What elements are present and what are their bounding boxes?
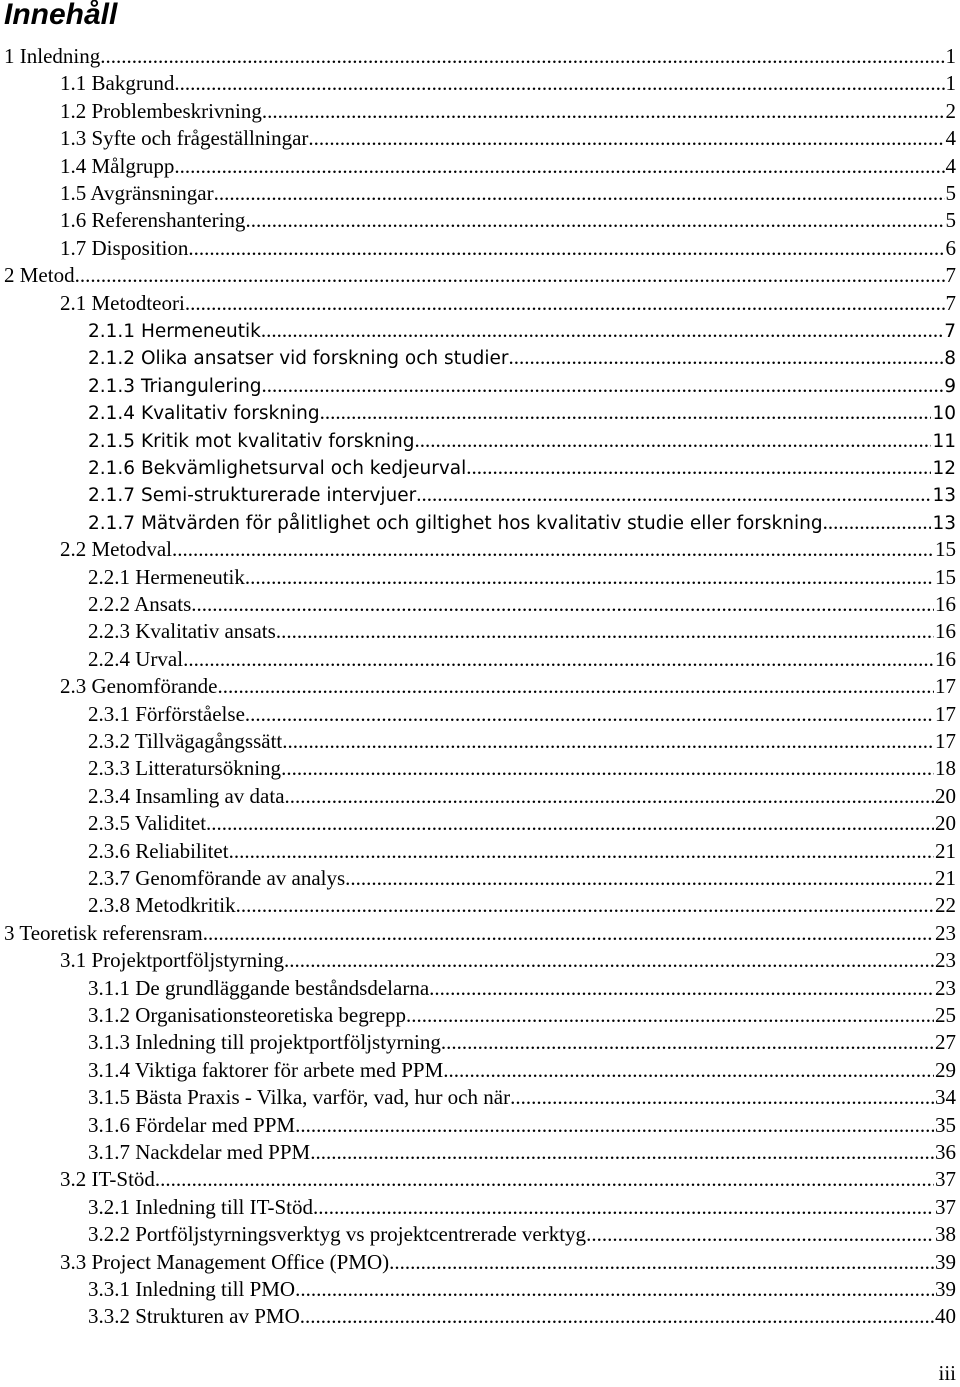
toc-entry-title: 3.3.1 Inledning till PMO: [88, 1277, 296, 1301]
toc-entry[interactable]: [60, 1249, 956, 1276]
toc-entry-page: 20: [935, 783, 956, 808]
toc-entry-title: 3.1.2 Organisationsteoretiska begrepp: [88, 1003, 407, 1027]
toc-entry-page: 23: [935, 948, 956, 973]
toc-entry[interactable]: [88, 344, 956, 371]
toc-entry-page: 4: [945, 126, 956, 151]
toc-entry-page: 13: [932, 512, 956, 534]
toc-entry-page: 27: [935, 1030, 956, 1055]
dot-leader: [100, 43, 944, 70]
dot-leader: [282, 728, 934, 755]
toc-entry[interactable]: [60, 536, 956, 563]
toc-entry[interactable]: [88, 646, 956, 673]
dot-leader: [415, 427, 932, 454]
toc-entry[interactable]: [60, 98, 956, 125]
dot-leader: [262, 372, 944, 399]
toc-entry[interactable]: [88, 783, 956, 810]
dot-leader: [75, 262, 945, 289]
toc-entry-title: 3.1.3 Inledning till projektportföljstyrning: [88, 1030, 441, 1055]
toc-entry[interactable]: [88, 1002, 956, 1029]
toc-entry-page: 12: [932, 458, 956, 479]
toc-entry-page: 36: [935, 1140, 956, 1164]
toc-entry-title: 3.3 Project Management Office (PMO): [60, 1249, 390, 1274]
dot-leader: [466, 454, 931, 481]
dot-leader: [183, 646, 934, 673]
toc-entry-title: 1.7 Disposition: [60, 235, 189, 260]
toc-entry-title: 3.1.4 Viktiga faktorer för arbete med PPM: [88, 1057, 444, 1082]
dot-leader: [155, 1166, 934, 1193]
toc-entry-title: 3.1.5 Bästa Praxis - Vilka, varför, vad, hur och när: [88, 1085, 511, 1110]
toc-entry-page: 25: [935, 1003, 956, 1027]
dot-leader: [276, 618, 934, 645]
dot-leader: [245, 564, 934, 591]
dot-leader: [262, 98, 945, 125]
toc-heading: Innehåll: [4, 0, 118, 31]
dot-leader: [206, 810, 934, 837]
toc-entry[interactable]: [88, 1303, 956, 1330]
toc-entry-page: 23: [935, 920, 956, 945]
toc-entry-title: 2.2 Metodval: [60, 537, 172, 562]
toc-entry-page: 17: [935, 701, 956, 726]
toc-entry-title: 3.1.7 Nackdelar med PPM: [88, 1140, 311, 1164]
dot-leader: [441, 1029, 934, 1056]
toc-entry-title: 2.1.3 Triangulering: [88, 375, 262, 397]
toc-entry-page: 17: [935, 674, 956, 699]
dot-leader: [214, 180, 945, 207]
dot-leader: [389, 1249, 934, 1276]
toc-entry-title: 2.1.2 Olika ansatser vid forskning och studier: [88, 348, 509, 370]
dot-leader: [203, 920, 934, 947]
toc-entry[interactable]: [88, 1057, 956, 1084]
toc-entry[interactable]: [88, 865, 956, 892]
dot-leader: [285, 783, 934, 810]
toc-entry-title: 2 Metod: [4, 263, 75, 288]
toc-entry[interactable]: [88, 1029, 956, 1056]
toc-entry-title: 1.6 Referenshantering: [60, 208, 246, 233]
toc-entry[interactable]: [88, 892, 956, 919]
dot-leader: [308, 125, 944, 152]
toc-entry-title: 3.1.6 Fördelar med PPM: [88, 1112, 296, 1137]
toc-entry-page: 37: [935, 1167, 956, 1192]
toc-entry[interactable]: [60, 673, 956, 700]
toc-entry[interactable]: [88, 755, 956, 782]
dot-leader: [229, 838, 934, 865]
toc-entry[interactable]: [88, 399, 956, 426]
toc-entry-page: 9: [944, 375, 956, 397]
toc-entry[interactable]: [88, 372, 956, 399]
toc-entry-page: 4: [945, 153, 956, 178]
toc-entry-title: 2.3.5 Validitet: [88, 811, 207, 836]
dot-leader: [191, 591, 934, 618]
toc-entry[interactable]: [60, 180, 956, 207]
toc-entry-page: 39: [935, 1249, 956, 1274]
toc-entry[interactable]: [60, 207, 956, 234]
dot-leader: [245, 207, 944, 234]
toc-entry-title: 1 Inledning: [4, 44, 101, 68]
toc-entry[interactable]: [4, 262, 956, 289]
toc-entry-title: 2.3.7 Genomförande av analys: [88, 866, 346, 890]
toc-entry-title: 2.1.7 Mätvärden för pålitlighet och giltighet hos kvalitativ studie eller forskning: [88, 512, 823, 534]
toc-entry-page: 16: [935, 646, 956, 671]
dot-leader: [185, 290, 945, 317]
toc-entry-page: 16: [935, 619, 956, 644]
toc-entry[interactable]: [88, 1139, 956, 1166]
toc-entry[interactable]: [88, 591, 956, 618]
toc-entry-page: 34: [935, 1085, 956, 1110]
toc-entry-title: 2.1.1 Hermeneutik: [88, 321, 261, 342]
dot-leader: [261, 317, 943, 344]
dot-leader: [295, 1276, 934, 1303]
dot-leader: [313, 1194, 934, 1221]
dot-leader: [245, 701, 934, 728]
dot-leader: [509, 344, 944, 371]
page-number: iii: [938, 1361, 956, 1385]
toc-entry[interactable]: [88, 1194, 956, 1221]
toc-entry-title: 2.2.3 Kvalitativ ansats: [88, 619, 276, 644]
toc-entry-title: 2.3.8 Metodkritik: [88, 893, 236, 918]
toc-entry[interactable]: [88, 509, 956, 536]
dot-leader: [510, 1084, 934, 1111]
toc-entry-title: 2.1.4 Kvalitativ forskning: [88, 403, 320, 425]
toc-entry-page: 35: [935, 1112, 956, 1137]
toc-entry[interactable]: [88, 1084, 956, 1111]
toc-entry-page: 5: [945, 208, 956, 233]
toc-entry-page: 7: [945, 263, 956, 288]
dot-leader: [300, 1303, 934, 1330]
toc-entry-page: 40: [935, 1304, 956, 1329]
toc-entry[interactable]: [88, 618, 956, 645]
toc-entry[interactable]: [88, 317, 956, 344]
toc-entry-page: 1: [945, 44, 956, 68]
dot-leader: [345, 865, 934, 892]
dot-leader: [281, 755, 934, 782]
toc-entry-page: 11: [932, 430, 956, 452]
toc-entry-page: 17: [935, 729, 956, 753]
toc-entry-title: 2.3 Genomförande: [60, 674, 218, 699]
toc-entry-page: 5: [945, 181, 956, 205]
toc-entry-title: 2.2.1 Hermeneutik: [88, 564, 245, 589]
toc-entry[interactable]: [4, 920, 956, 947]
toc-entry[interactable]: [88, 481, 956, 508]
toc-entry-title: 2.1 Metodteori: [60, 290, 185, 315]
toc-entry[interactable]: [60, 235, 956, 262]
toc-entry-page: 37: [935, 1194, 956, 1219]
toc-entry-page: 38: [935, 1222, 956, 1247]
dot-leader: [320, 399, 932, 426]
toc-entry[interactable]: [88, 810, 956, 837]
toc-entry[interactable]: [88, 1276, 956, 1303]
dot-leader: [429, 975, 934, 1002]
dot-leader: [174, 70, 944, 97]
toc-entry[interactable]: [88, 1221, 956, 1248]
toc-entry-page: 10: [932, 403, 956, 425]
toc-entry-page: 16: [935, 592, 956, 616]
toc-entry-title: 2.1.6 Bekvämlighetsurval och kedjeurval: [88, 458, 467, 479]
toc-entry[interactable]: [88, 701, 956, 728]
dot-leader: [823, 509, 932, 536]
toc-entry-title: 3.1.1 De grundläggande beståndsdelarna: [88, 975, 430, 1000]
toc-entry-title: 3.2.1 Inledning till IT-Stöd: [88, 1194, 313, 1219]
toc-entry-title: 3.3.2 Strukturen av PMO: [88, 1304, 300, 1329]
toc-entry-page: 23: [935, 975, 956, 1000]
toc-entry-title: 2.1.7 Semi-strukturerade intervjuer: [88, 485, 417, 507]
dot-leader: [217, 673, 934, 700]
toc-entry-title: 3.1 Projektportföljstyrning: [60, 948, 284, 973]
toc-entry-title: 1.3 Syfte och frågeställningar: [60, 126, 309, 151]
toc-entry-title: 2.1.5 Kritik mot kvalitativ forskning: [88, 430, 415, 452]
toc-entry-title: 1.1 Bakgrund: [60, 71, 175, 96]
toc-entry-title: 2.3.1 Förförståelse: [88, 701, 245, 726]
toc-entry-page: 18: [935, 756, 956, 781]
toc-entry-page: 8: [944, 348, 956, 370]
dot-leader: [416, 481, 931, 508]
toc-entry-page: 7: [944, 321, 956, 342]
dot-leader: [310, 1139, 934, 1166]
toc-entry-page: 13: [932, 485, 956, 507]
toc-entry[interactable]: [88, 1112, 956, 1139]
dot-leader: [443, 1057, 934, 1084]
toc-entry[interactable]: [88, 838, 956, 865]
toc-entry-page: 22: [935, 893, 956, 918]
toc-entry[interactable]: [60, 70, 956, 97]
toc-entry-title: 2.3.3 Litteratursökning: [88, 756, 282, 781]
toc-entry-page: 29: [935, 1057, 956, 1082]
toc-entry-page: 20: [935, 811, 956, 836]
toc-entry-title: 1.2 Problembeskrivning: [60, 98, 262, 123]
toc-entry-title: 1.4 Målgrupp: [60, 153, 175, 178]
toc-entry[interactable]: [60, 1166, 956, 1193]
toc-entry[interactable]: [60, 153, 956, 180]
toc-entry[interactable]: [60, 290, 956, 317]
dot-leader: [284, 947, 934, 974]
toc-entry-page: 2: [945, 98, 956, 123]
toc-entry-page: 39: [935, 1277, 956, 1301]
toc-entry-page: 15: [935, 564, 956, 589]
toc-entry-title: 3.2 IT-Stöd: [60, 1167, 155, 1192]
toc-entry-page: 7: [945, 290, 956, 315]
toc-entry-title: 2.2.4 Urval: [88, 646, 184, 671]
toc-entry-title: 2.3.2 Tillvägagångssätt: [88, 729, 283, 753]
dot-leader: [174, 153, 944, 180]
toc-entry[interactable]: [88, 454, 956, 481]
toc-entry-title: 2.3.4 Insamling av data: [88, 783, 285, 808]
dot-leader: [172, 536, 934, 563]
toc-entry[interactable]: [60, 947, 956, 974]
toc-entry-page: 21: [935, 838, 956, 863]
toc-entry-page: 6: [945, 235, 956, 260]
toc-entry-page: 15: [935, 537, 956, 562]
toc-entry-title: 2.2.2 Ansats: [88, 592, 192, 616]
toc-entry-page: 21: [935, 866, 956, 890]
toc-entry-title: 1.5 Avgränsningar: [60, 181, 214, 205]
toc-entry[interactable]: [4, 43, 956, 70]
toc-entry-title: 3 Teoretisk referensram: [4, 920, 203, 945]
dot-leader: [295, 1112, 934, 1139]
toc-entry-title: 2.3.6 Reliabilitet: [88, 838, 229, 863]
toc-entry-page: 1: [945, 71, 956, 96]
dot-leader: [586, 1221, 934, 1248]
toc-entry[interactable]: [88, 427, 956, 454]
dot-leader: [406, 1002, 934, 1029]
toc-entry-title: 3.2.2 Portföljstyrningsverktyg vs projektcentrerade verktyg: [88, 1222, 587, 1247]
dot-leader: [236, 892, 934, 919]
toc-entry[interactable]: [88, 564, 956, 591]
toc-entry[interactable]: [88, 728, 956, 755]
toc-entry[interactable]: [60, 125, 956, 152]
dot-leader: [188, 235, 944, 262]
toc-entry[interactable]: [88, 975, 956, 1002]
